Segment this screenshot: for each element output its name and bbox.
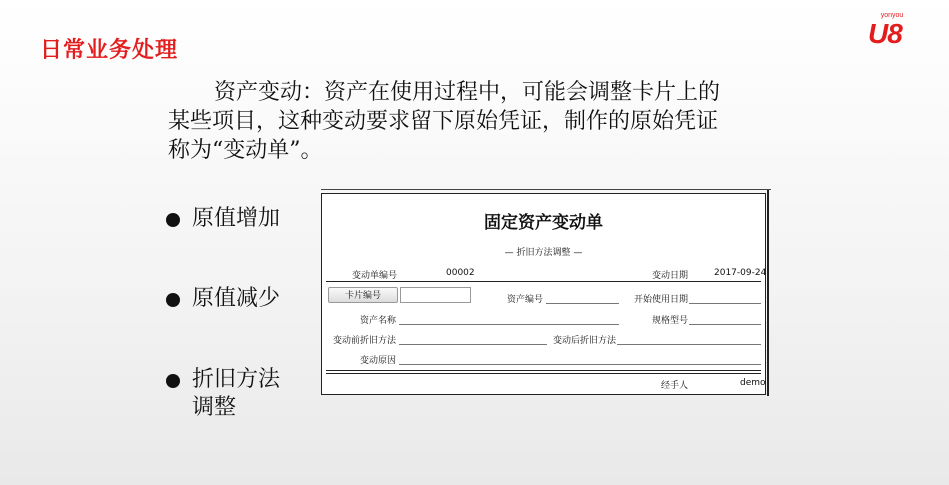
asset-no-label: 资产编号 bbox=[507, 295, 544, 305]
asset-change-form bbox=[321, 193, 766, 395]
divider bbox=[326, 370, 761, 371]
bullet-dot-icon bbox=[166, 293, 180, 307]
card-no-input[interactable] bbox=[400, 287, 471, 303]
frame-line bbox=[767, 190, 769, 396]
intro-paragraph bbox=[168, 78, 778, 165]
change-date-value: 2017-09-24 bbox=[714, 268, 767, 278]
intro-line-2: 某些项目，这种变动要求留下原始凭证，制作的原始凭证 bbox=[168, 109, 719, 134]
bullet-item bbox=[166, 366, 292, 422]
reason-label: 变动原因 bbox=[360, 356, 397, 366]
yonyou-u8-logo bbox=[866, 12, 918, 52]
bullet-dot-icon bbox=[166, 213, 180, 227]
slide-title: 日常业务处理 bbox=[40, 38, 179, 63]
intro-line-1 bbox=[168, 78, 778, 107]
bullet-item bbox=[166, 285, 292, 313]
spec-label: 规格型号 bbox=[652, 316, 689, 326]
asset-no-field[interactable] bbox=[546, 303, 619, 304]
change-no-label: 变动单编号 bbox=[352, 271, 398, 281]
form-subtitle: — 折旧方法调整 — bbox=[504, 248, 583, 258]
intro-line-1-text: 资产变动：资产在使用过程中，可能会调整卡片上的 bbox=[214, 80, 721, 105]
logo-main-text: U8 bbox=[868, 18, 902, 49]
asset-name-field[interactable] bbox=[399, 324, 619, 325]
method-before-field[interactable] bbox=[399, 344, 547, 345]
spec-field[interactable] bbox=[689, 324, 761, 325]
bullet-dot-icon bbox=[166, 374, 180, 388]
divider bbox=[326, 281, 761, 282]
bullet-item bbox=[166, 205, 292, 233]
bullet-text: 原值增加 bbox=[192, 206, 281, 231]
bullet-text: 原值减少 bbox=[192, 286, 281, 311]
frame-line bbox=[321, 189, 771, 190]
asset-name-label: 资产名称 bbox=[360, 316, 397, 326]
intro-line-3: 称为“变动单”。 bbox=[168, 138, 323, 163]
reason-field[interactable] bbox=[399, 364, 761, 365]
start-date-field[interactable] bbox=[689, 303, 761, 304]
method-after-field[interactable] bbox=[617, 344, 761, 345]
start-date-label: 开始使用日期 bbox=[634, 295, 689, 305]
card-no-button[interactable]: 卡片编号 bbox=[328, 287, 398, 303]
handler-value: demo bbox=[740, 378, 766, 388]
method-before-label: 变动前折旧方法 bbox=[333, 336, 397, 346]
bullet-text: 折旧方法调整 bbox=[192, 367, 281, 420]
handler-label: 经手人 bbox=[661, 381, 689, 391]
change-date-label: 变动日期 bbox=[652, 271, 689, 281]
change-no-value: 00002 bbox=[446, 268, 475, 278]
method-after-label: 变动后折旧方法 bbox=[553, 336, 617, 346]
form-title: 固定资产变动单 bbox=[484, 213, 603, 233]
divider bbox=[326, 373, 761, 374]
logo-small-text: yonyou bbox=[880, 12, 904, 19]
